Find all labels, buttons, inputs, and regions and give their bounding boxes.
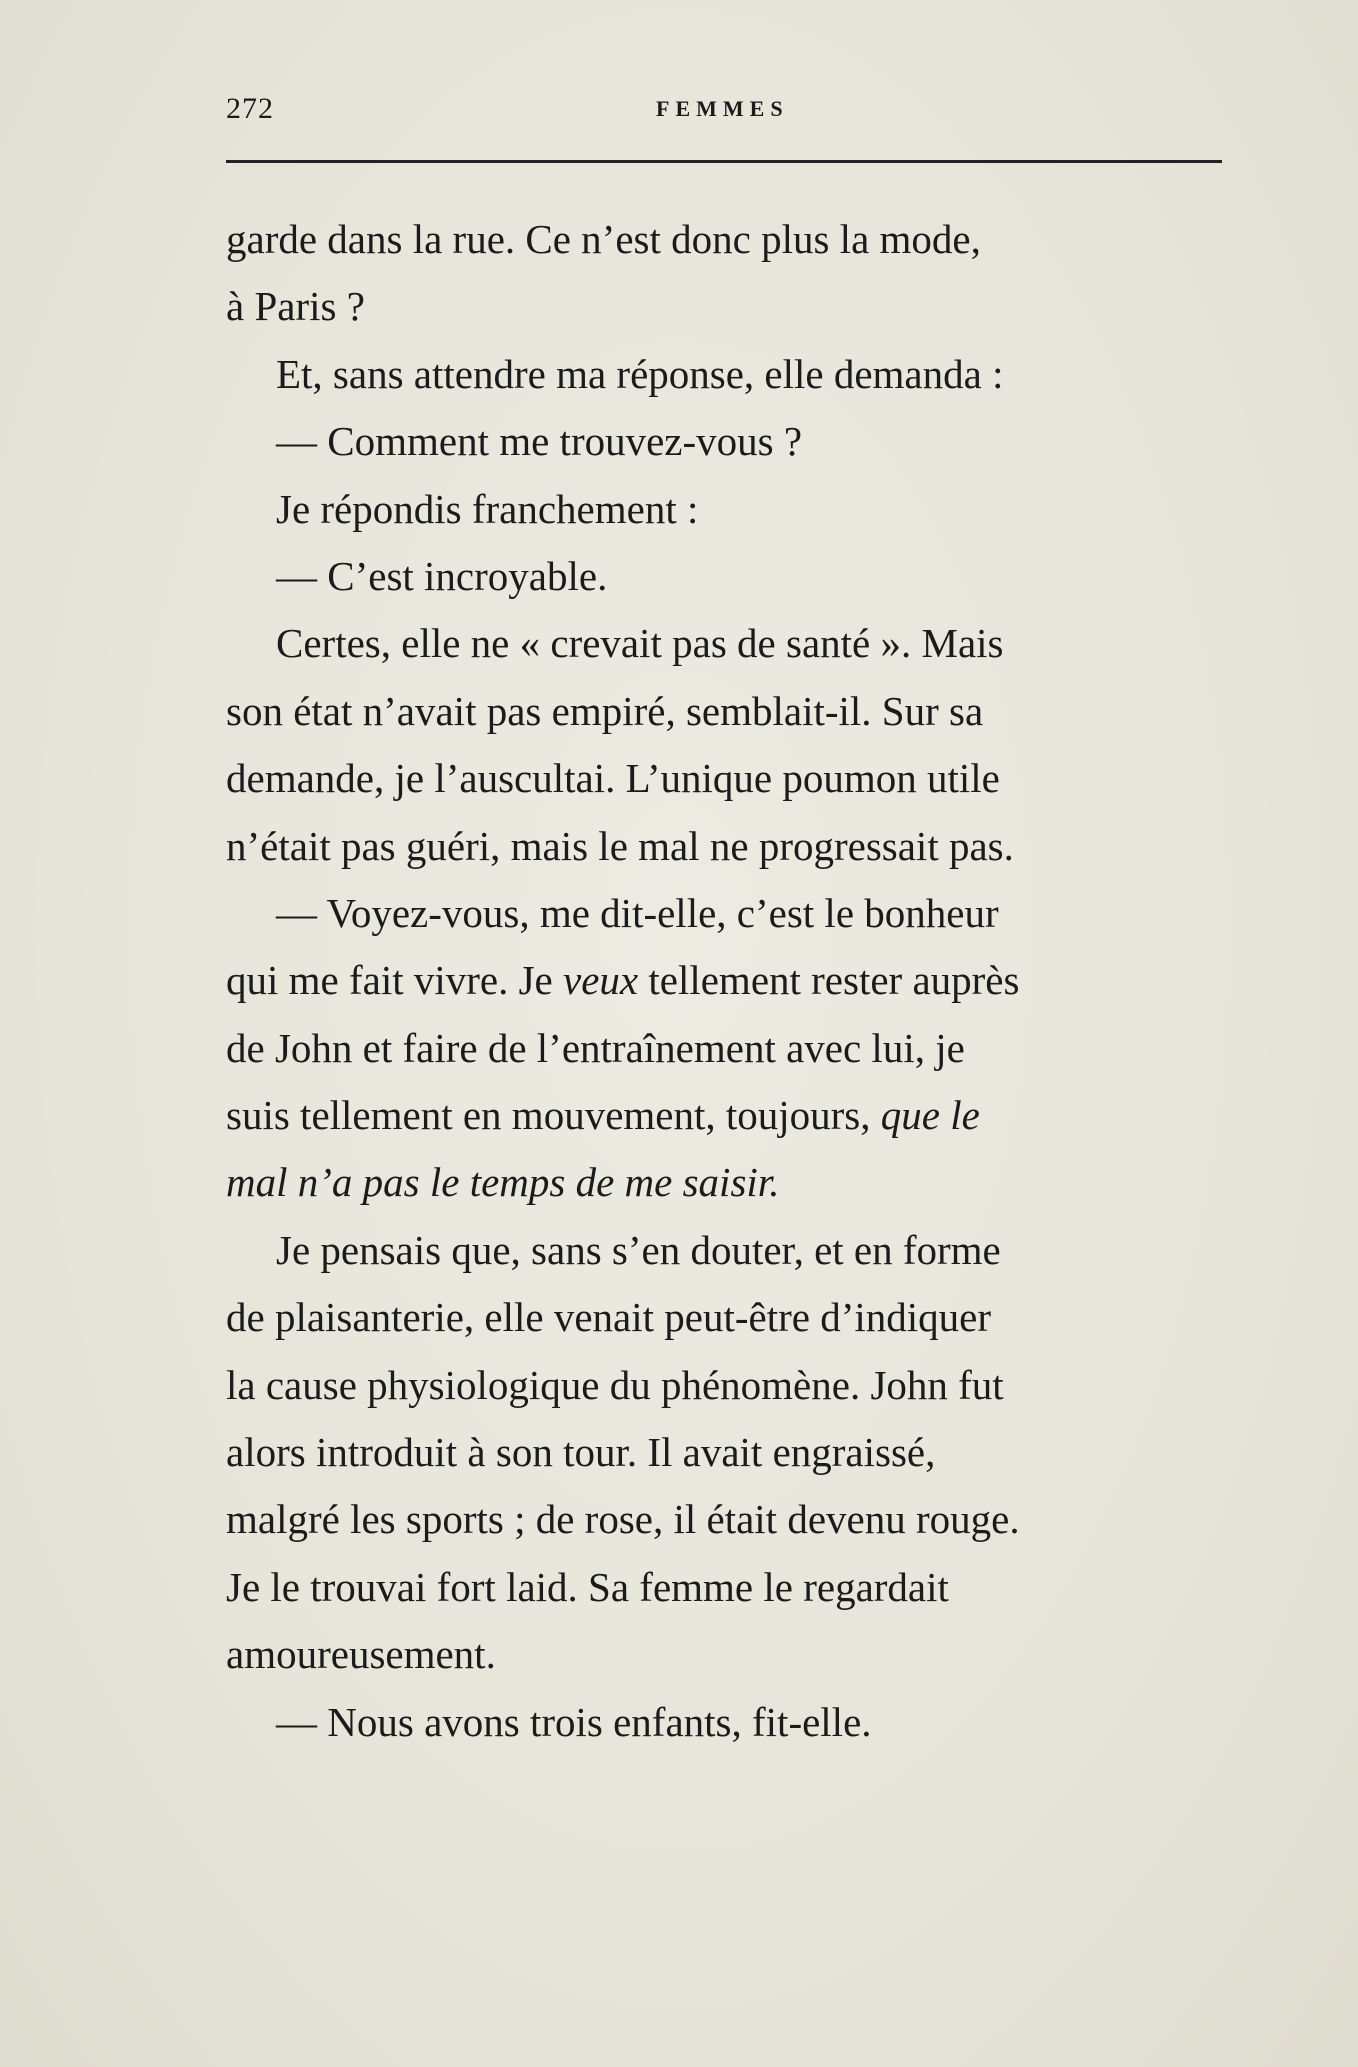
line-text: garde dans la rue. Ce n’est donc plus la mode, bbox=[226, 216, 981, 262]
line-text: à Paris ? bbox=[226, 283, 365, 330]
line-text: tellement rester auprès bbox=[648, 957, 1020, 1004]
text-line bbox=[226, 1149, 1236, 1216]
text-line bbox=[226, 206, 1236, 273]
line-text: — Voyez-vous, me dit-elle, c’est le bonheur bbox=[276, 889, 999, 936]
italic-text: que le bbox=[880, 1092, 980, 1139]
text-line bbox=[226, 1352, 1236, 1419]
text-line bbox=[226, 813, 1236, 880]
line-text: Certes, elle ne « crevait pas de santé ». Mais bbox=[276, 620, 1004, 667]
line-text: n’était pas guéri, mais le mal ne progressait pas. bbox=[226, 822, 1014, 869]
line-text: demande, je l’auscultai. L’unique poumon utile bbox=[226, 755, 1000, 802]
line-text: la cause physiologique du phénomène. John fut bbox=[226, 1361, 1004, 1408]
text-line bbox=[226, 880, 1236, 947]
page-number: 272 bbox=[226, 92, 274, 125]
running-title: FEMMES bbox=[656, 96, 789, 121]
header-rule bbox=[226, 160, 1222, 163]
line-text: qui me fait vivre. Je bbox=[226, 957, 553, 1004]
line-text: amoureusement. bbox=[226, 1631, 496, 1678]
line-text: — Nous avons trois enfants, fit-elle. bbox=[276, 1698, 872, 1745]
text-line bbox=[226, 1486, 1236, 1553]
text-line bbox=[226, 1689, 1236, 1756]
text-line bbox=[226, 543, 1236, 610]
text-line bbox=[226, 1419, 1236, 1486]
text-line bbox=[226, 745, 1236, 812]
text-line bbox=[226, 1082, 1236, 1149]
line-text: — Comment me trouvez-vous ? bbox=[276, 418, 803, 465]
line-text: Je pensais que, sans s’en douter, et en forme bbox=[276, 1226, 1001, 1273]
line-text: suis tellement en mouvement, toujours, bbox=[226, 1092, 871, 1139]
line-text: de plaisanterie, elle venait peut-être d’indiquer bbox=[226, 1294, 991, 1341]
text-line bbox=[226, 1015, 1236, 1082]
text-line bbox=[226, 678, 1236, 745]
text-line bbox=[226, 273, 1236, 340]
page-header bbox=[226, 92, 1226, 132]
text-line bbox=[226, 476, 1236, 543]
text-line bbox=[226, 1621, 1236, 1688]
line-text: Je répondis franchement : bbox=[276, 485, 699, 532]
line-text: malgré les sports ; de rose, il était devenu rouge. bbox=[226, 1496, 1020, 1543]
text-line bbox=[226, 1217, 1236, 1284]
body-text bbox=[226, 206, 1236, 1756]
line-text: — C’est incroyable. bbox=[276, 552, 608, 599]
italic-word: veux bbox=[563, 957, 639, 1004]
italic-text: mal n’a pas le temps de me saisir. bbox=[226, 1159, 780, 1206]
text-line bbox=[226, 341, 1236, 408]
text-line bbox=[226, 947, 1236, 1014]
line-text: son état n’avait pas empiré, semblait-il. Sur sa bbox=[226, 687, 984, 734]
text-line bbox=[226, 1284, 1236, 1351]
text-line bbox=[226, 610, 1236, 677]
line-text: de John et faire de l’entraînement avec lui, je bbox=[226, 1024, 965, 1071]
line-text: alors introduit à son tour. Il avait engraissé, bbox=[226, 1429, 936, 1476]
line-text: Et, sans attendre ma réponse, elle demanda : bbox=[276, 350, 1004, 397]
line-text: Je le trouvai fort laid. Sa femme le regardait bbox=[226, 1563, 949, 1610]
text-line bbox=[226, 1554, 1236, 1621]
text-line bbox=[226, 408, 1236, 475]
